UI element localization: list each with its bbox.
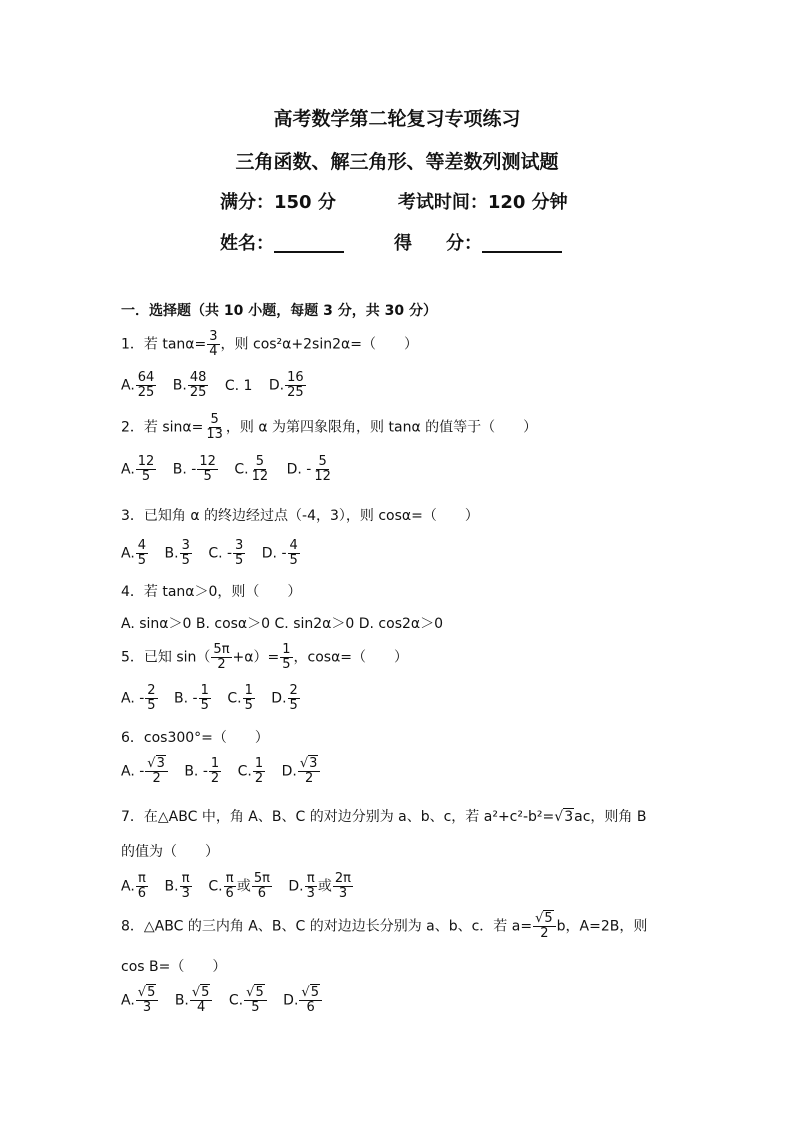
question-1-options: A. $\frac{64}{25}$ B. $\frac{48}{25}$ C. 1 D. $\frac{16}{25}$ [121,370,304,400]
score-label: 满分：150 分 [220,192,336,213]
question-8-options: A. $\frac{√5}{3}$ B. $\frac{√5}{4}$ C. $\frac{√5}{5}$ D. $\frac{√5}{6}$ [121,986,323,1015]
question-2: 2．若 sinα= $\frac{5}{13}$ ，则 α 为第四象限角，则 tanα 的值等于（ ） [121,412,538,442]
section-heading: 一．选择题（共 10 小题，每题 3 分，共 30 分） [121,303,437,319]
grade-label-1: 得 [394,233,412,254]
question-4-options: A. sinα＞0 B. cosα＞0 C. sin2α＞0 D. cos2α＞0 [121,616,444,632]
question-6-options: A. - $\frac{√3}{2}$ B. - $\frac{1}{2}$ C. $\frac{1}{2}$ D. $\frac{√3}{2}$ [121,757,321,786]
question-8-cont: cos B=（ ） [121,959,227,975]
grade-label-2: 分： [446,233,482,254]
question-2-options: A. $\frac{12}{5}$ B. - $\frac{12}{5}$ C. $\frac{5}{12}$ D. - $\frac{5}{12}$ [121,454,331,484]
question-5-options: A. - $\frac{2}{5}$ B. - $\frac{1}{5}$ C. $\frac{1}{5}$ D. $\frac{2}{5}$ [121,683,298,713]
question-1: 1．若 tanα= $\frac{3}{4}$ ，则 cos²α+2sin2α=（ ） [121,329,418,359]
question-7: 7．在△ABC 中，角 A、B、C 的对边分别为 a、b、c，若 a²+c²-b²=√3ac，则角 B [121,809,647,825]
exam-info [220,188,620,214]
question-7-cont: 的值为（ ） [121,844,219,860]
question-3-options: A. $\frac{4}{5}$ B. $\frac{3}{5}$ C. - $\frac{3}{5}$ D. - $\frac{4}{5}$ [121,538,298,568]
student-info [220,229,620,255]
question-5: 5．已知 sin（ $\frac{5\pi}{2}$ +α）= $\frac{1}{5}$ ，cosα=（ ） [121,642,409,672]
question-6: 6．cos300°=（ ） [121,730,269,746]
name-label: 姓名： [220,233,274,254]
question-7-options: A. $\frac{\pi}{6}$ B. $\frac{\pi}{3}$ C. $\frac{\pi}{6}$ 或 $\frac{5\pi}{6}$ D. $\frac{\pi}{3}$ 或 $\frac{2\pi}{3}$ [121,871,352,901]
document-title: 高考数学第二轮复习专项练习 [273,108,521,130]
question-3: 3．已知角 α 的终边经过点（-4，3），则 cosα=（ ） [121,508,479,524]
question-4: 4．若 tanα＞0，则（ ） [121,584,302,600]
question-8: 8．△ABC 的三内角 A、B、C 的对边边长分别为 a、b、c．若 a= $\frac{√5}{2}$ b，A=2B，则 [121,911,648,941]
time-label: 考试时间：120 分钟 [397,192,568,213]
grade-blank[interactable] [482,233,562,253]
name-blank[interactable] [274,233,344,253]
document-subtitle: 三角函数、解三角形、等差数列测试题 [235,151,559,173]
